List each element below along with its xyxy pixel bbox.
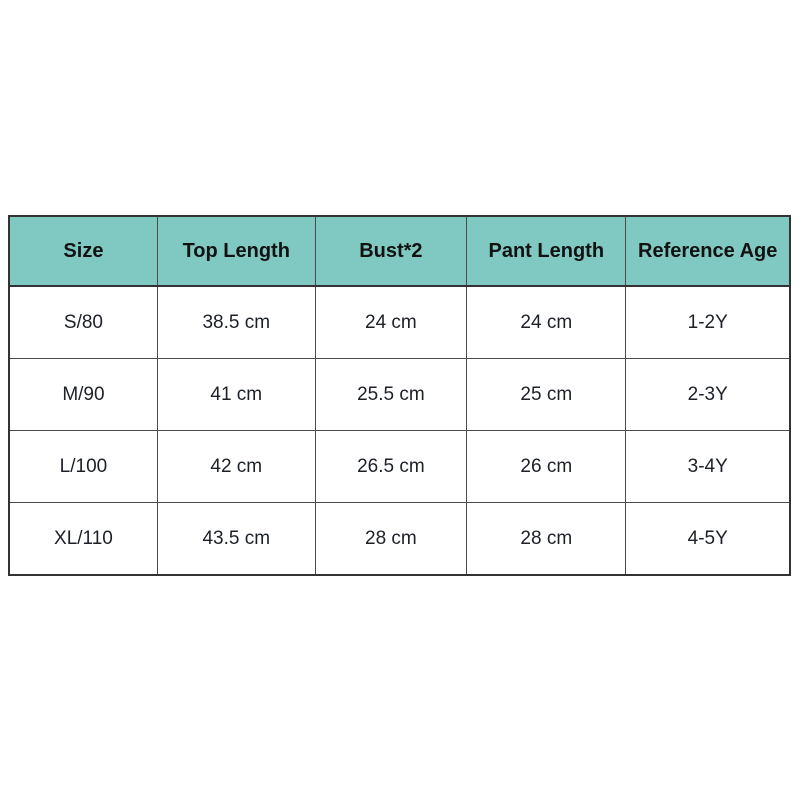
cell-top-length: 43.5 cm bbox=[157, 503, 315, 576]
cell-bust: 26.5 cm bbox=[315, 431, 467, 503]
cell-pant-length: 26 cm bbox=[467, 431, 626, 503]
header-cell-top-length: Top Length bbox=[157, 216, 315, 286]
cell-bust: 24 cm bbox=[315, 286, 467, 359]
table-row-s80 bbox=[9, 286, 790, 359]
table-row-m90 bbox=[9, 359, 790, 431]
header-cell-bust: Bust*2 bbox=[315, 216, 467, 286]
cell-pant-length: 25 cm bbox=[467, 359, 626, 431]
table-row-l100 bbox=[9, 431, 790, 503]
header-cell-reference-age: Reference Age bbox=[626, 216, 790, 286]
cell-reference-age: 3-4Y bbox=[626, 431, 790, 503]
cell-size: M/90 bbox=[9, 359, 157, 431]
cell-size: L/100 bbox=[9, 431, 157, 503]
cell-reference-age: 1-2Y bbox=[626, 286, 790, 359]
cell-bust: 25.5 cm bbox=[315, 359, 467, 431]
header-cell-size: Size bbox=[9, 216, 157, 286]
cell-reference-age: 4-5Y bbox=[626, 503, 790, 576]
cell-reference-age: 2-3Y bbox=[626, 359, 790, 431]
cell-size: XL/110 bbox=[9, 503, 157, 576]
table-row-xl110 bbox=[9, 503, 790, 576]
cell-top-length: 42 cm bbox=[157, 431, 315, 503]
size-chart-header-row bbox=[9, 216, 790, 286]
cell-top-length: 41 cm bbox=[157, 359, 315, 431]
cell-bust: 28 cm bbox=[315, 503, 467, 576]
cell-pant-length: 28 cm bbox=[467, 503, 626, 576]
size-chart-table bbox=[8, 215, 791, 576]
cell-size: S/80 bbox=[9, 286, 157, 359]
cell-top-length: 38.5 cm bbox=[157, 286, 315, 359]
header-cell-pant-length: Pant Length bbox=[467, 216, 626, 286]
cell-pant-length: 24 cm bbox=[467, 286, 626, 359]
